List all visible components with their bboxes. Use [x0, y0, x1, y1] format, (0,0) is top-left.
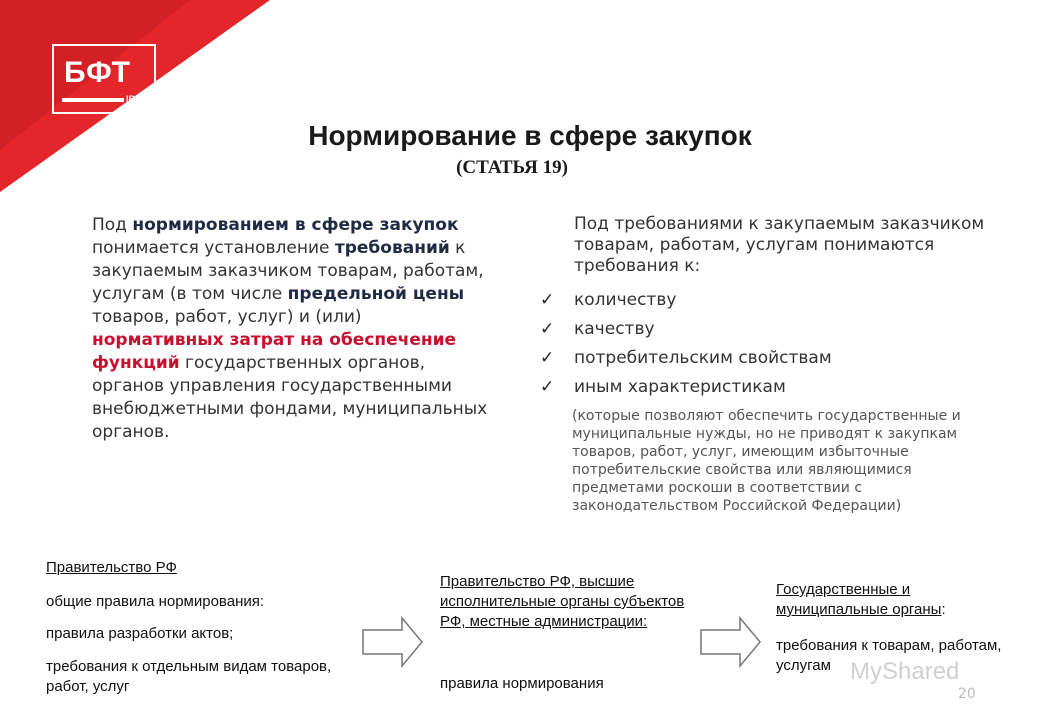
term-predelnoy-tseny: предельной цены	[287, 284, 465, 304]
flow2-line: правила нормирования	[440, 675, 604, 692]
bft-logo	[52, 44, 156, 114]
flow1-line3: требования к отдельным видам товаров, работ, услуг	[46, 658, 332, 695]
list-item: ✓ потребительским свойствам	[540, 348, 832, 368]
term-normirovanie: нормированием в сфере закупок	[132, 215, 459, 235]
flow1-line2: правила разработки актов;	[46, 625, 234, 642]
checkmark-icon: ✓	[540, 290, 555, 310]
term-trebovaniy: требований	[334, 238, 450, 258]
logo-bar	[62, 98, 124, 102]
checkmark-icon: ✓	[540, 319, 555, 339]
page-number: 20	[958, 686, 976, 702]
list-item: ✓ количеству	[540, 290, 677, 310]
requirements-intro: Под требованиями к закупаемым заказчиком товарам, работам, услугам понимаются требования к:	[574, 214, 985, 276]
flow-arrow-icon	[362, 616, 424, 668]
definition-text: Под нормированием в сфере закупок понимается установление требований к закупаемым заказчиком товарам, работам, услугам (в том числе предельной цены товаров, работ, услуг) и (или) нормативных затрат на обеспечение функций государственных органов, органов управления государственными внебюджетными фондами, муниципальных органов.	[92, 215, 488, 442]
checkmark-icon: ✓	[540, 348, 555, 368]
flow2-heading: Правительство РФ, высшие исполнительные органы субъектов РФ, местные администрации:	[440, 573, 685, 630]
watermark: MyShared	[850, 658, 960, 685]
list-item: ✓ качеству	[540, 319, 655, 339]
term-normativnyh-zatrat: нормативных затрат на обеспечение функций	[92, 330, 457, 373]
logo-subtext: IBS	[126, 94, 142, 104]
flow3-heading: Государственные и муниципальные органы:	[776, 581, 946, 618]
slide-subtitle: (СТАТЬЯ 19)	[456, 157, 568, 178]
logo-text: БФТ	[64, 56, 131, 89]
flow1-line1: общие правила нормирования:	[46, 593, 265, 610]
flow-arrow-icon	[700, 616, 762, 668]
requirements-list	[540, 288, 832, 404]
list-item: ✓ иным характеристикам	[540, 377, 786, 397]
flow1-heading: Правительство РФ	[46, 559, 177, 576]
requirements-note: (которые позволяют обеспечить государственные и муниципальные нужды, но не приводят к закупкам товаров, работ, услуг, имеющим избыточные потребительские свойства или являющимися предметами роскоши в соответствии с законодательством Российской Федерации)	[572, 408, 961, 514]
slide-title: Нормирование в сфере закупок	[308, 120, 752, 151]
checkmark-icon: ✓	[540, 377, 555, 397]
flow3-line: требования к товарам, работам, услугам	[776, 637, 1002, 674]
